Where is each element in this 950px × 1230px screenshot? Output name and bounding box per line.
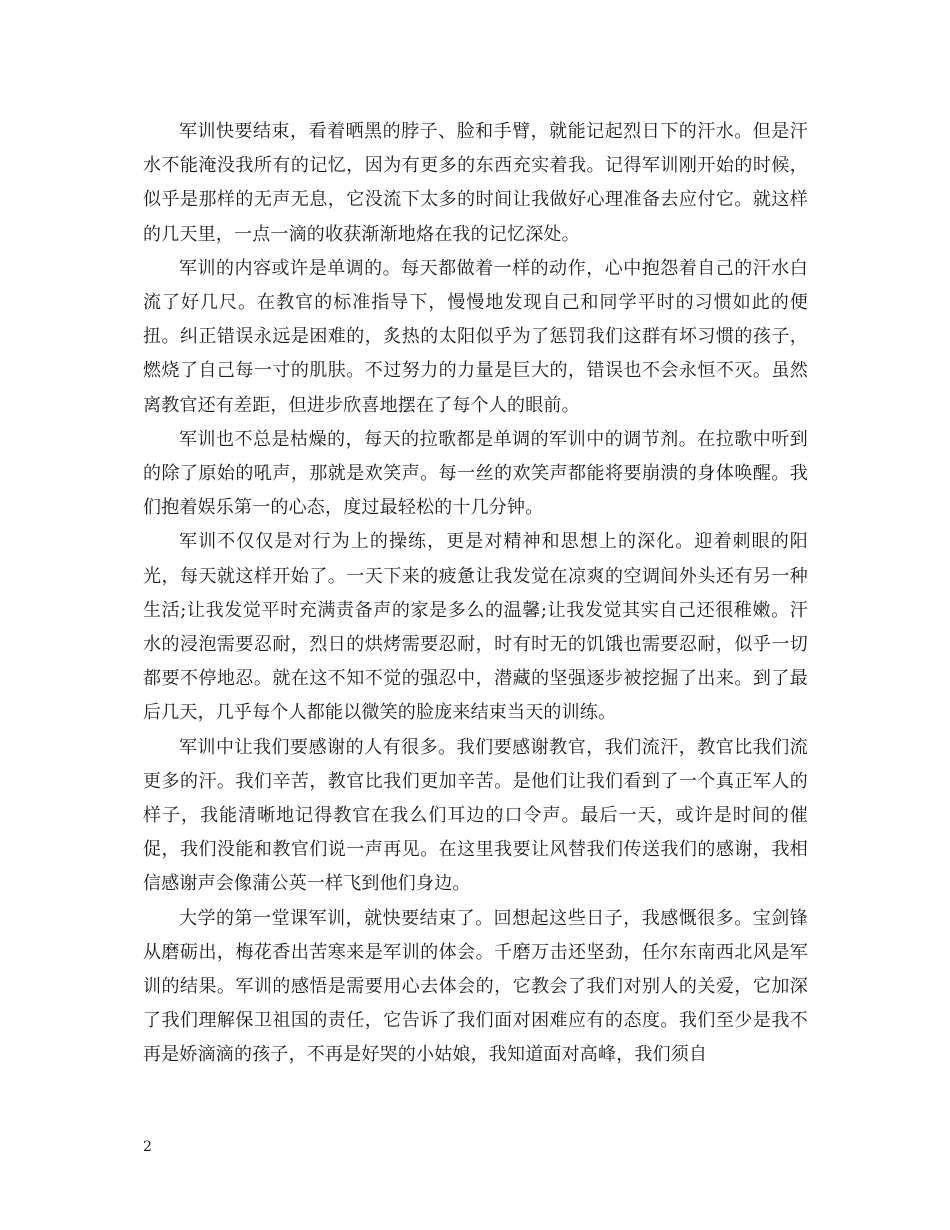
page-number: 2 (143, 1139, 152, 1155)
paragraph-6: 大学的第一堂课军训，就快要结束了。回想起这些日子，我感慨很多。宝剑锋从磨砺出，梅花香出苦寒来是军训的体会。千磨万击还坚劲，任尔东南西北风是军训的结果。军训的感悟是需要用心去体会的，它教会了我们对别人的关爱，它加深了我们理解保卫祖国的责任，它告诉了我们面对困难应有的态度。我们至少是我不再是娇滴滴的孩子，不再是好哭的小姑娘，我知道面对高峰，我们须自 (143, 907, 808, 1066)
paragraph-4: 军训不仅仅是对行为上的操练，更是对精神和思想上的深化。迎着刺眼的阳光，每天就这样开始了。一天下来的疲惫让我发觉在凉爽的空调间外头还有另一种生活;让我发觉平时充满责备声的家是多么的温馨;让我发觉其实自己还很稚嫩。汗水的浸泡需要忍耐，烈日的烘烤需要忍耐，时有时无的饥饿也需要忍耐，似乎一切都要不停地忍。就在这不知不觉的强忍中，潜藏的坚强逐步被挖掘了出来。到了最后几天，几乎每个人都能以微笑的脸庞来结束当天的训练。 (143, 531, 808, 724)
paragraph-3: 军训也不总是枯燥的，每天的拉歌都是单调的军训中的调节剂。在拉歌中听到的除了原始的吼声，那就是欢笑声。每一丝的欢笑声都能将要崩溃的身体唤醒。我们抱着娱乐第一的心态，度过最轻松的十几分钟。 (143, 428, 808, 519)
paragraph-5: 军训中让我们要感谢的人有很多。我们要感谢教官，我们流汗，教官比我们流更多的汗。我们辛苦，教官比我们更加辛苦。是他们让我们看到了一个真正军人的样子，我能清晰地记得教官在我么们耳边的口令声。最后一天，或许是时间的催促，我们没能和教官们说一声再见。在这里我要让风替我们传送我们的感谢，我相信感谢声会像蒲公英一样飞到他们身边。 (143, 736, 808, 895)
paragraph-2: 军训的内容或许是单调的。每天都做着一样的动作，心中抱怨着自己的汗水白流了好几尺。在教官的标准指导下，慢慢地发现自己和同学平时的习惯如此的便扭。纠正错误永远是困难的，炙热的太阳似乎为了惩罚我们这群有坏习惯的孩子，燃烧了自己每一寸的肌肤。不过努力的力量是巨大的，错误也不会永恒不灭。虽然离教官还有差距，但进步欣喜地摆在了每个人的眼前。 (143, 257, 808, 416)
paragraph-1: 军训快要结束，看着晒黑的脖子、脸和手臂，就能记起烈日下的汗水。但是汗水不能淹没我所有的记忆，因为有更多的东西充实着我。记得军训刚开始的时候，似乎是那样的无声无息，它没流下太多的时间让我做好心理准备去应付它。就这样的几天里，一点一滴的收获渐渐地烙在我的记忆深处。 (143, 121, 808, 245)
body-text (143, 115, 808, 1073)
